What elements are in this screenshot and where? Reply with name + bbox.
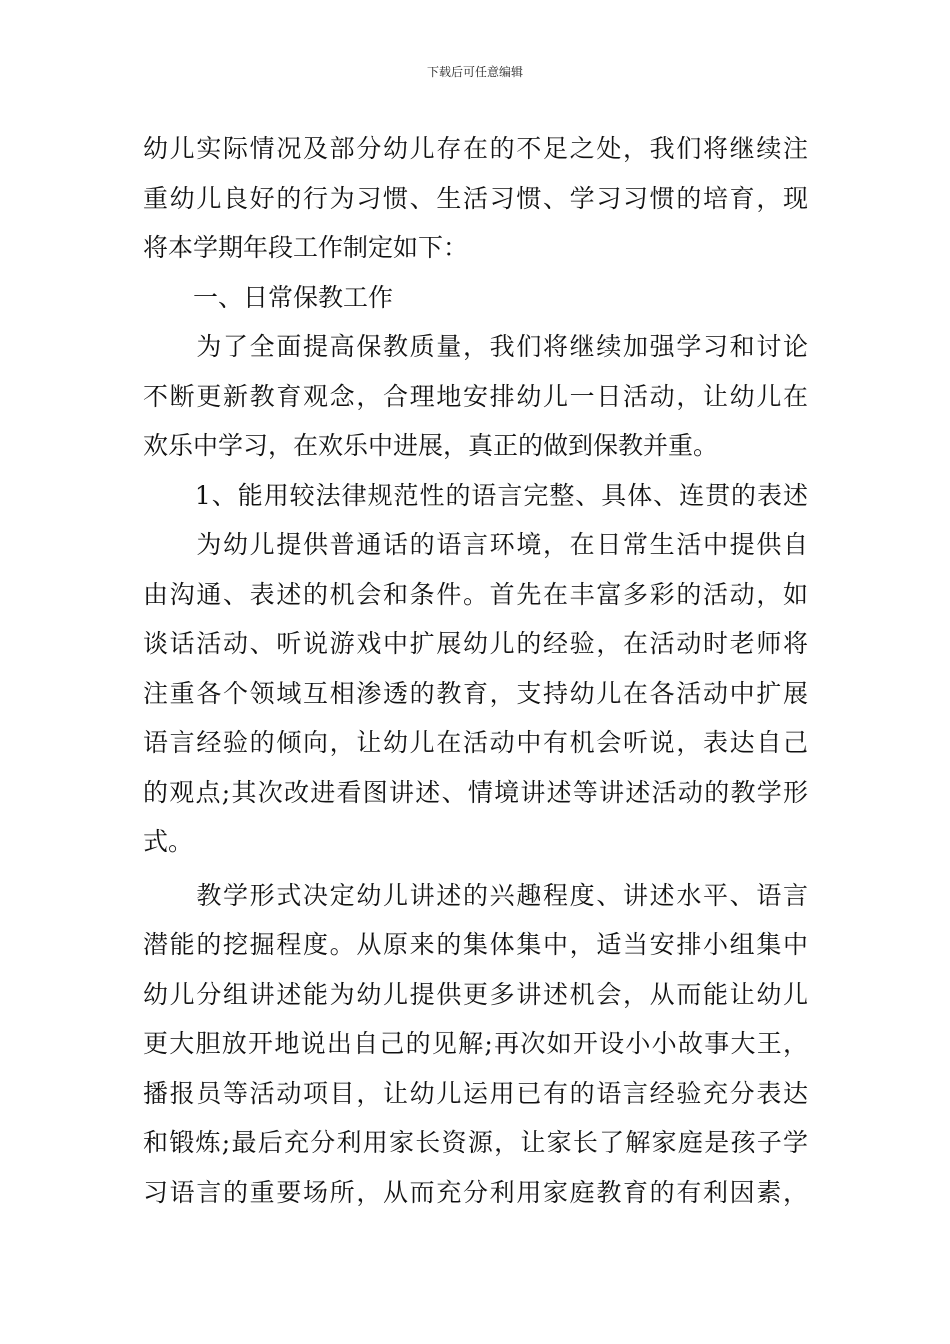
- document-body: [143, 124, 808, 1217]
- text-line: 式。: [143, 827, 194, 856]
- text-line: 教学形式决定幼儿讲述的兴趣程度、讲述水平、语言: [143, 880, 808, 910]
- text-line: 潜能的挖掘程度。从原来的集体集中，适当安排小组集中: [143, 930, 808, 959]
- page-header: 下载后可任意编辑: [426, 65, 523, 79]
- text-line: 语言经验的倾向，让幼儿在活动中有机会听说，表达自己: [143, 728, 808, 757]
- text-line: 幼儿实际情况及部分幼儿存在的不足之处，我们将继续注: [143, 134, 808, 163]
- text-line: 将本学期年段工作制定如下：: [143, 233, 469, 262]
- text-line: 不断更新教育观念，合理地安排幼儿一日活动，让幼儿在: [143, 381, 808, 411]
- section-heading: 一、日常保教工作: [143, 282, 394, 312]
- text-line: 为了全面提高保教质量，我们将继续加强学习和讨论: [143, 332, 808, 361]
- text-line: 习语言的重要场所，从而充分利用家庭教育的有利因素，: [143, 1177, 808, 1207]
- text-line: 欢乐中学习，在欢乐中进展，真正的做到保教并重。: [143, 431, 719, 460]
- text-line: 更大胆放开地说出自己的见解;再次如开设小小故事大王，: [143, 1029, 808, 1058]
- text-line: 由沟通、表述的机会和条件。首先在丰富多彩的活动，如: [143, 579, 808, 609]
- text-line: 注重各个领域互相渗透的教育，支持幼儿在各活动中扩展: [143, 678, 808, 708]
- text-line: 和锻炼;最后充分利用家长资源，让家长了解家庭是孩子学: [143, 1128, 808, 1157]
- text-line: 谈话活动、听说游戏中扩展幼儿的经验，在活动时老师将: [143, 629, 808, 658]
- text-line: 的观点;其次改进看图讲述、情境讲述等讲述活动的教学形: [143, 777, 808, 807]
- text-line: 幼儿分组讲述能为幼儿提供更多讲述机会，从而能让幼儿: [143, 979, 808, 1009]
- subsection-heading: 1、能用较法律规范性的语言完整、具体、连贯的表述: [143, 480, 808, 510]
- text-line: 为幼儿提供普通话的语言环境，在日常生活中提供自: [143, 530, 808, 559]
- text-line: 播报员等活动项目，让幼儿运用已有的语言经验充分表达: [143, 1078, 808, 1108]
- text-line: 重幼儿良好的行为习惯、生活习惯、学习习惯的培育，现: [143, 183, 808, 213]
